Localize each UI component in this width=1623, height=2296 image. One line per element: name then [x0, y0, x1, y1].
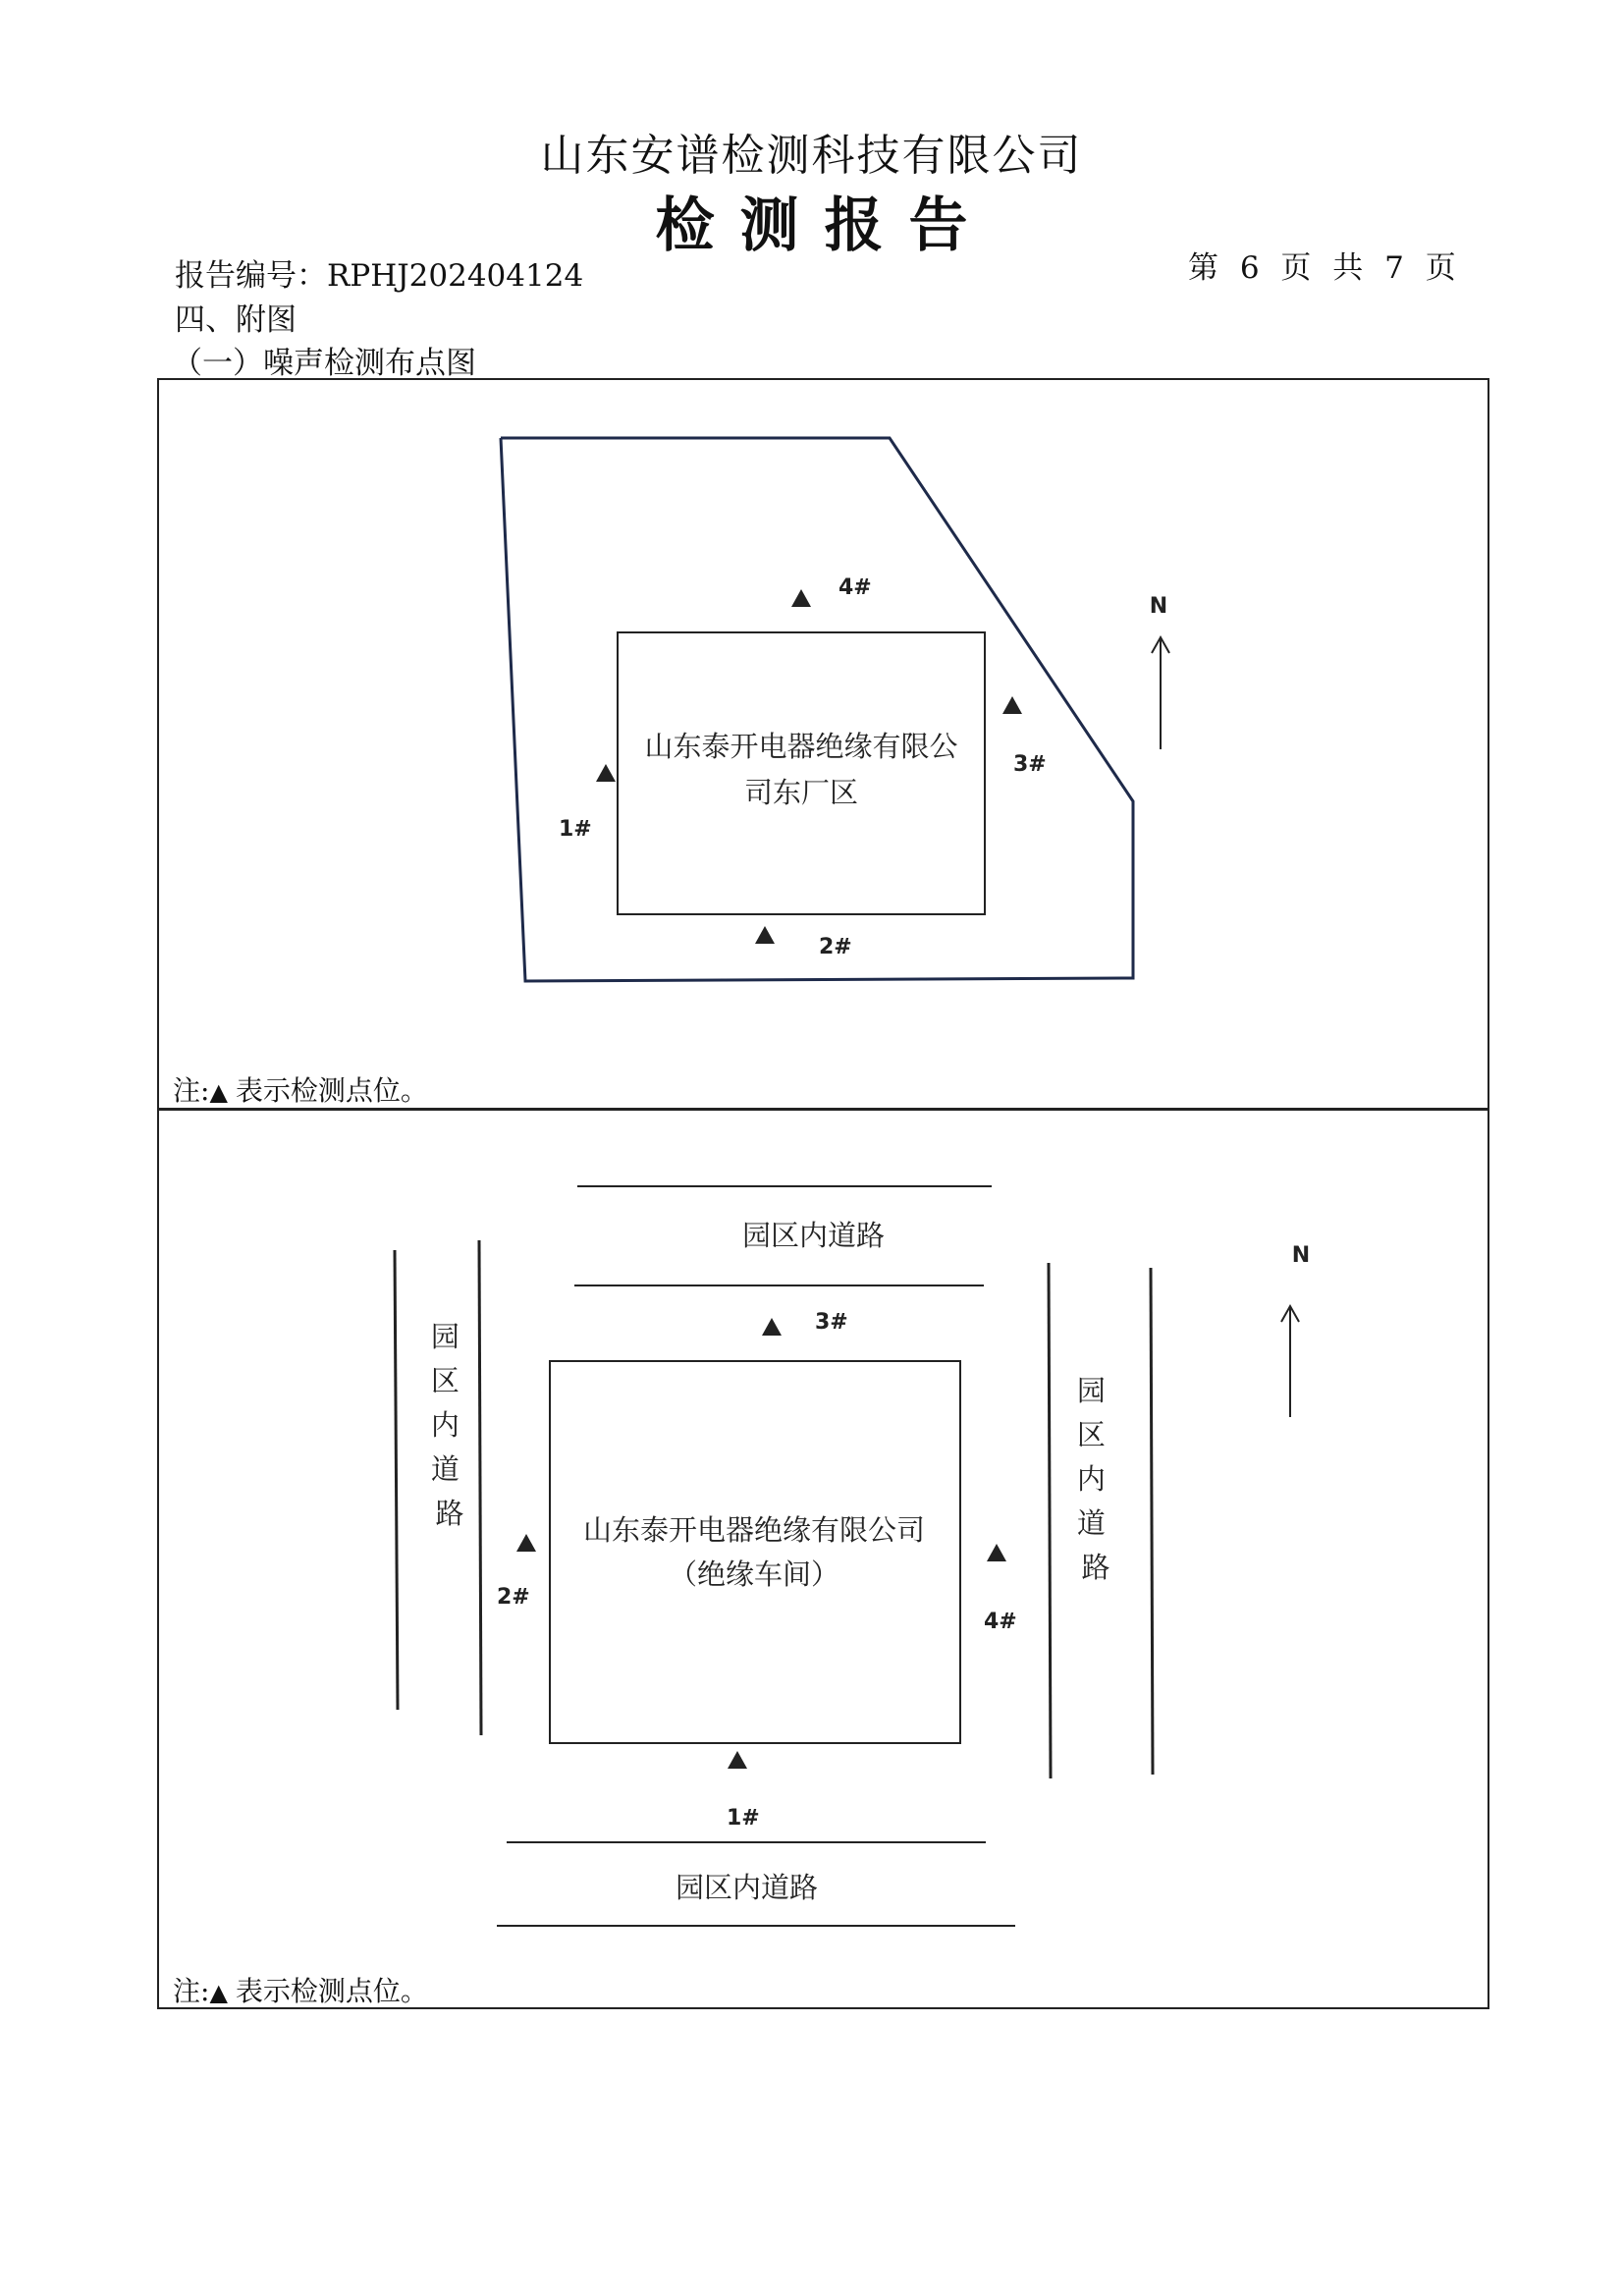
road-label-left-char-2: 区 — [430, 1364, 460, 1397]
company-name: 山东安谱检测科技有限公司 — [540, 131, 1083, 181]
section-heading: 四、附图 — [175, 302, 297, 338]
point-marker-1 — [596, 764, 616, 782]
note-text: 表示检测点位。 — [235, 1975, 428, 2007]
noise-map-insulation-workshop — [157, 1109, 1489, 2009]
building-outline — [618, 632, 985, 914]
road-label-left-char-1: 园 — [430, 1320, 460, 1353]
road-label-left-char-4: 道 — [430, 1452, 460, 1486]
road-label-left-char-3: 内 — [430, 1408, 460, 1442]
road-label-left-char-5: 路 — [435, 1497, 464, 1530]
site-plan-east-plant — [159, 380, 1491, 1112]
triangle-marker-icon: ▲ — [209, 1979, 228, 2006]
point-label-2: 2# — [497, 1585, 530, 1610]
site-boundary — [501, 438, 1133, 981]
road-label-bottom: 园区内道路 — [676, 1871, 819, 1904]
legend-note — [173, 1970, 428, 2009]
point-marker-4 — [987, 1544, 1006, 1561]
site-plan-insulation-workshop — [159, 1111, 1491, 2011]
point-label-2: 2# — [819, 935, 852, 959]
road-label-right-char-2: 区 — [1076, 1418, 1106, 1451]
legend-note — [173, 1069, 428, 1109]
building-outline — [550, 1361, 960, 1743]
road-label-left — [431, 1320, 468, 1530]
noise-map-east-plant — [157, 378, 1489, 1110]
road-left-edge-inner — [479, 1240, 481, 1735]
point-marker-2 — [755, 926, 775, 944]
road-label-right-char-1: 园 — [1076, 1374, 1106, 1407]
road-label-top: 园区内道路 — [742, 1219, 886, 1252]
road-label-right-char-3: 内 — [1076, 1462, 1106, 1496]
note-prefix: 注: — [173, 1975, 210, 2007]
building-label-line2: （绝缘车间） — [668, 1558, 840, 1591]
point-marker-1 — [728, 1751, 747, 1769]
note-text: 表示检测点位。 — [235, 1074, 428, 1107]
subsection-heading: （一）噪声检测布点图 — [172, 346, 476, 381]
page-number: 第 6 页 共 7 页 — [1188, 250, 1462, 286]
building-label-line2: 司东厂区 — [743, 776, 859, 809]
triangle-marker-icon: ▲ — [209, 1078, 228, 1106]
point-marker-2 — [516, 1534, 536, 1552]
point-label-1: 1# — [559, 817, 592, 842]
point-label-1: 1# — [727, 1806, 760, 1831]
point-marker-4 — [791, 589, 811, 607]
point-marker-3 — [1002, 696, 1022, 714]
building-label-line1: 山东泰开电器绝缘有限公 — [644, 730, 958, 763]
point-marker-3 — [762, 1318, 782, 1336]
point-label-3: 3# — [1013, 752, 1047, 777]
road-label-right-char-5: 路 — [1081, 1551, 1110, 1584]
report-number: 报告编号：RPHJ202404124 — [175, 258, 584, 294]
road-right-edge-inner — [1049, 1263, 1051, 1778]
point-label-4: 4# — [984, 1610, 1017, 1634]
road-label-right-char-4: 道 — [1076, 1506, 1106, 1540]
building-label-line1: 山东泰开电器绝缘有限公司 — [582, 1513, 926, 1547]
road-left-edge-outer — [395, 1250, 398, 1710]
point-label-3: 3# — [815, 1310, 848, 1335]
north-label: N — [1149, 594, 1168, 619]
north-label: N — [1291, 1243, 1311, 1268]
note-prefix: 注: — [173, 1074, 210, 1107]
point-label-4: 4# — [839, 575, 872, 600]
road-label-right — [1077, 1374, 1114, 1584]
road-right-edge-outer — [1151, 1268, 1153, 1775]
report-title: 检测报告 — [655, 191, 994, 260]
